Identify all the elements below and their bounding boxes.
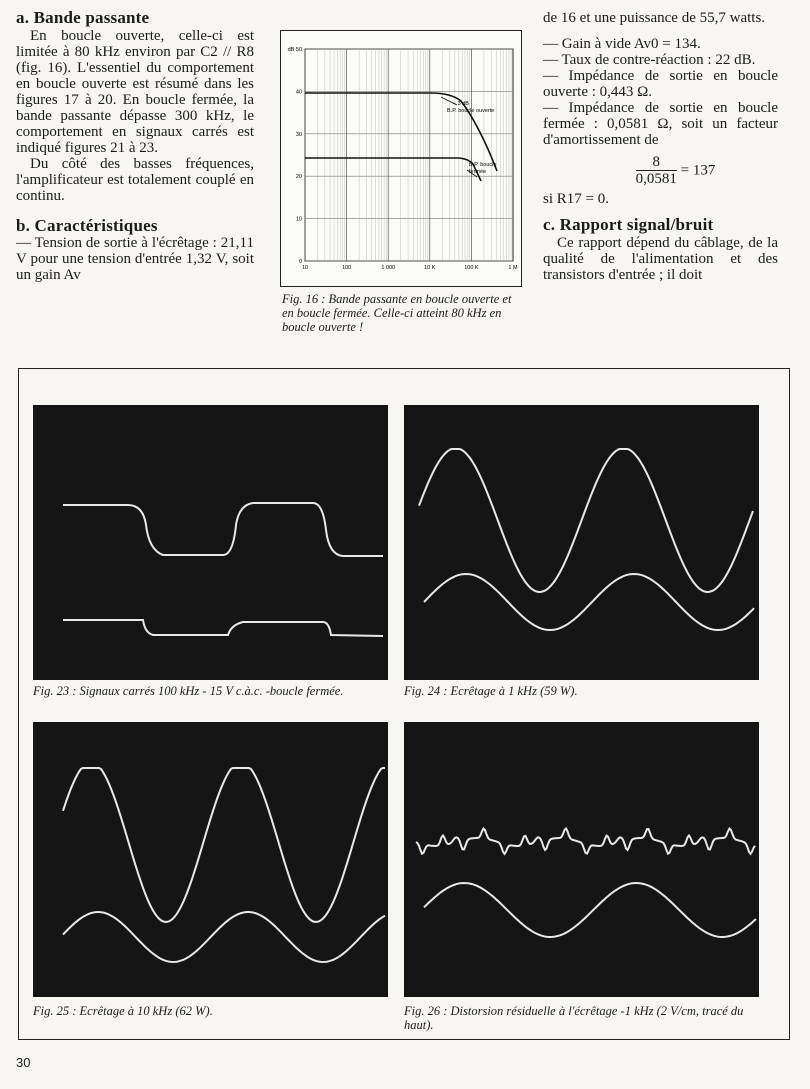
trace-24-bottom	[424, 574, 754, 630]
figure-16-y-tick-label: 30	[295, 131, 302, 138]
figure-16-x-tick-label: 1 000	[381, 265, 396, 271]
trace-25-bottom	[63, 912, 385, 962]
figure-16-y-tick-label: 0	[298, 259, 302, 265]
heading-rapport-signal-bruit: c. Rapport signal/bruit	[543, 215, 714, 234]
figure-16-frame	[280, 30, 522, 287]
figure-16-y-labels	[288, 47, 302, 265]
page-number: 30	[16, 1055, 31, 1070]
trace-26-top	[416, 829, 755, 854]
paragraph-bande-passante: En boucle ouverte, celle-ci est limitée à 80 kHz environ par C2 // R8 (fig. 16). L'essentiel du comportement en boucle ouverte est résumé dans les figures 17 à 20. En boucle fermée, la bande passante dépasse 300 kHz, le comportement en signaux carrés est indiqué figures 21 à 23.	[16, 28, 254, 156]
figure-25-traces	[33, 722, 388, 997]
figure-25-screen	[33, 722, 388, 997]
item-taux-contre-reaction: — Taux de contre-réaction : 22 dB.	[543, 52, 756, 68]
column-3	[543, 10, 778, 283]
figure-16-plot	[281, 31, 521, 286]
figure-24-traces	[404, 405, 759, 680]
formula-amortissement	[573, 154, 778, 187]
column-1	[16, 10, 254, 283]
figure-23-screen	[33, 405, 388, 680]
annotation-open-loop: – 3 dB B.P. boucle ouverte	[447, 101, 495, 114]
figure-16-x-tick-label: 100 K	[464, 265, 479, 271]
item-impedance-fermee: — Impédance de sortie en boucle fermée : 0,0581 Ω, soit un facteur d'amortissement de	[543, 100, 778, 148]
figure-16-x-tick-label: 10	[301, 265, 309, 271]
figure-16-x-labels	[302, 265, 518, 271]
figure-23-caption: Fig. 23 : Signaux carrés 100 kHz - 15 V c.à.c. -boucle fermée.	[33, 684, 344, 698]
figure-23-traces	[33, 405, 388, 680]
fraction	[636, 154, 677, 187]
figure-16-x-tick-label: 1 M	[508, 265, 518, 271]
figure-16-y-tick-label: 20	[295, 174, 302, 181]
fraction-denominator: 0,0581	[635, 171, 677, 187]
text-r17: si R17 = 0.	[543, 191, 609, 207]
curve-closed-loop	[305, 158, 481, 181]
paragraph-basses-frequences: Du côté des basses fréquences, l'amplificateur est totalement couplé en continu.	[16, 156, 254, 204]
figure-16-border	[305, 49, 513, 261]
figure-26-screen	[404, 722, 759, 997]
figure-26-traces	[404, 722, 759, 997]
trace-26-bottom	[424, 883, 756, 937]
figure-24-caption: Fig. 24 : Ecrêtage à 1 kHz (59 W).	[404, 684, 578, 698]
paragraph-rapport: Ce rapport dépend du câblage, de la qualité de l'alimentation et des transistors d'entrée ; il doit	[543, 235, 778, 283]
trace-23-bottom	[63, 620, 383, 636]
figure-16-caption: Fig. 16 : Bande passante en boucle ouverte et en boucle fermée. Celle-ci atteint 80 kHz en boucle ouverte !	[282, 292, 512, 334]
heading-bande-passante: a. Bande passante	[16, 8, 150, 27]
figure-16-x-tick-label: 10 K	[424, 265, 436, 271]
trace-23-top	[63, 503, 383, 556]
item-impedance-ouverte: — Impédance de sortie en boucle ouverte : 0,443 Ω.	[543, 68, 778, 100]
figure-16-x-tick-label: 100	[342, 265, 352, 271]
annotation-closed-loop: B.P. boucle fermée	[469, 162, 497, 175]
figure-16-y-tick-label: 10	[295, 216, 302, 223]
item-gain-a-vide: — Gain à vide Av0 = 134.	[543, 36, 701, 52]
formula-result: = 137	[680, 162, 716, 179]
trace-25-top	[63, 768, 385, 922]
figure-25-caption: Fig. 25 : Ecrêtage à 10 kHz (62 W).	[33, 1004, 213, 1018]
figure-16-grid	[305, 49, 513, 261]
figure-16-y-tick-label: 40	[295, 89, 302, 96]
text-puissance: de 16 et une puissance de 55,7 watts.	[543, 10, 766, 26]
figure-24-screen	[404, 405, 759, 680]
trace-24-top	[419, 449, 753, 592]
heading-caracteristiques: b. Caractéristiques	[16, 216, 158, 235]
paragraph-tension-sortie: — Tension de sortie à l'écrêtage : 21,11 V pour une tension d'entrée 1,32 V, soit un gain Av	[16, 235, 254, 283]
fraction-numerator: 8	[636, 154, 677, 171]
figure-26-caption: Fig. 26 : Distorsion résiduelle à l'écrêtage -1 kHz (2 V/cm, tracé du haut).	[404, 1004, 744, 1032]
figure-16-y-tick-label: dB 50	[287, 47, 302, 53]
